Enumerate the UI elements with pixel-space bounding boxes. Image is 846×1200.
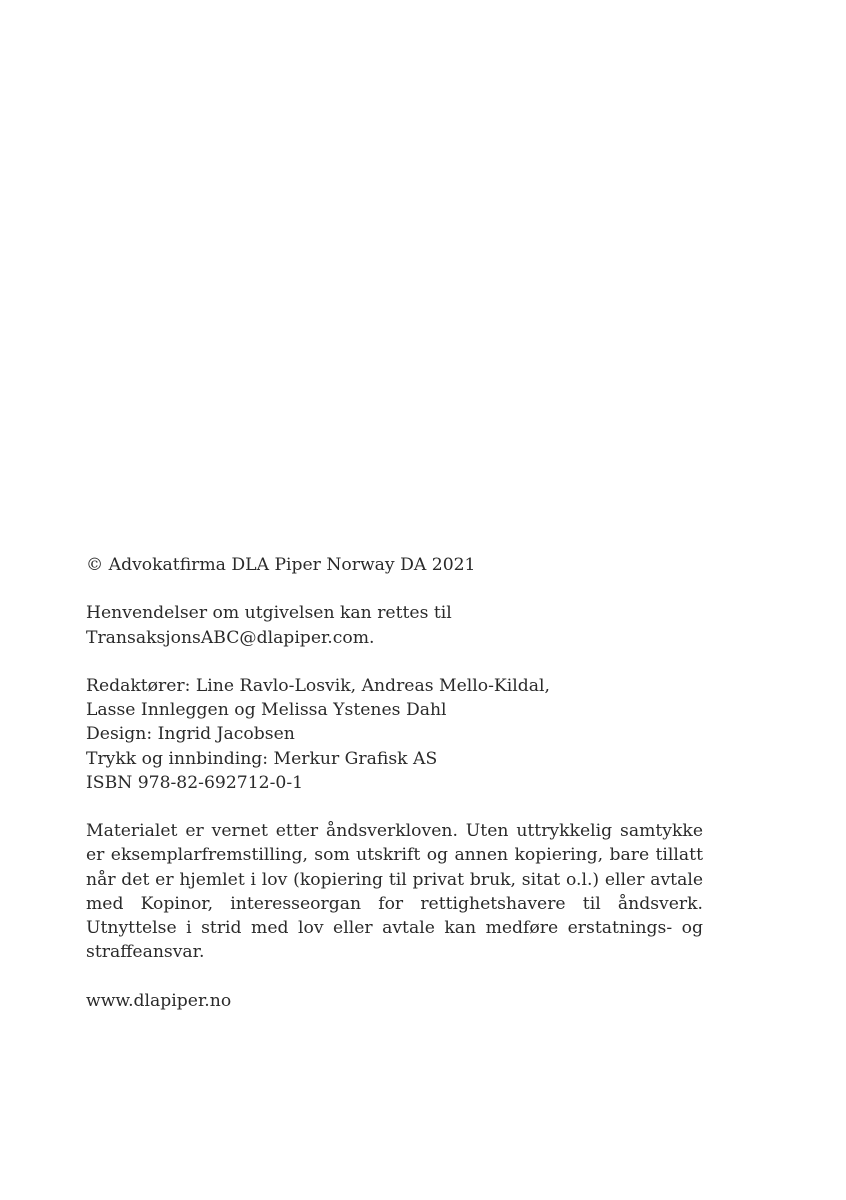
editors-line-2: Lasse Innleggen og Melissa Ystenes Dahl [86, 700, 447, 721]
imprint-block [86, 553, 703, 1013]
inquiries-text: Henvendelser om utgivelsen kan rettes til TransaksjonsABC@dlapiper.com. [86, 603, 452, 648]
legal-notice: Materialet er vernet etter åndsverkloven. Uten uttrykkelig samtykke er eksemplarfremstilling, som utskrift og annen kopiering, bare tillatt når det er hjemlet i lov (kopiering til privat bruk, sitat o.l.) eller avtale med Kopinor, interesseorgan for rettighetshavere til åndsverk. Utnyttelse i strid med lov eller avtale kan medføre erstatnings- og straffeansvar. [86, 821, 703, 963]
credits-block [86, 674, 703, 795]
isbn-number: ISBN 978-82-692712-0-1 [86, 772, 304, 793]
website-link[interactable]: www.dlapiper.no [86, 990, 232, 1011]
design-credit: Design: Ingrid Jacobsen [86, 724, 295, 745]
print-credit: Trykk og innbinding: Merkur Grafisk AS [86, 748, 438, 769]
copyright-notice: © Advokatfirma DLA Piper Norway DA 2021 [86, 555, 476, 575]
editors-line-1: Redaktører: Line Ravlo-Losvik, Andreas Mello-Kildal, [86, 675, 550, 696]
